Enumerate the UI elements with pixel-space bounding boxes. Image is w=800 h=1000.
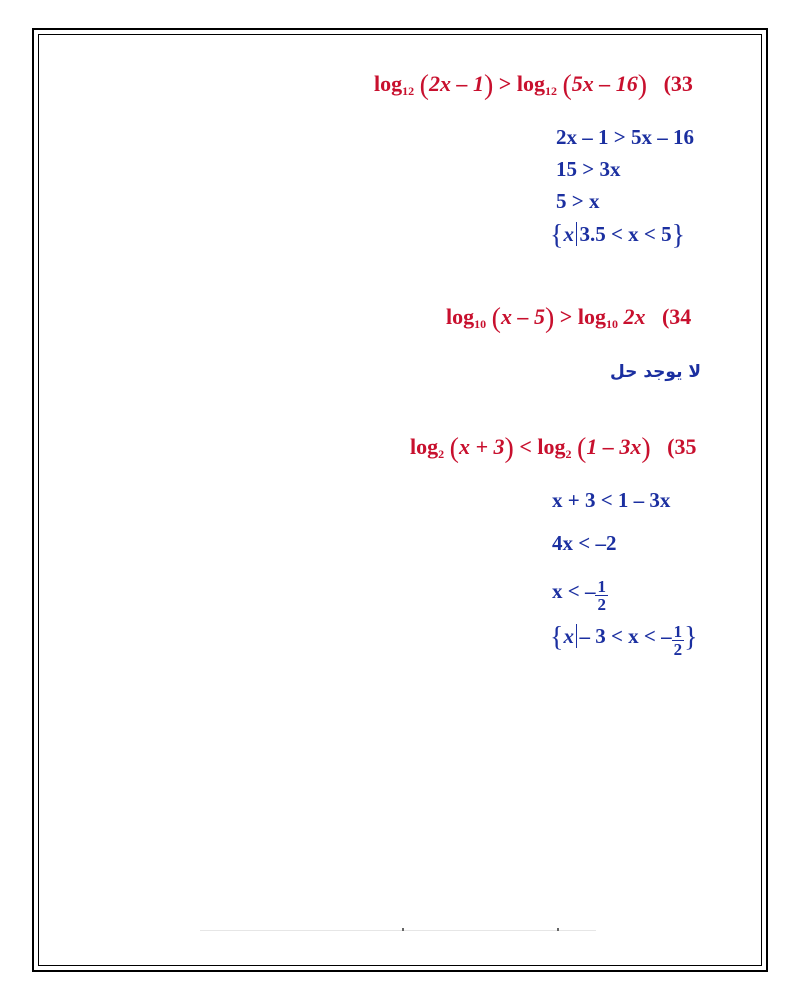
problem-number: (34 — [661, 304, 692, 329]
problem-33-equation: $\log_{12} (2x - 1) > \log_{12} (5x - 16)$ (33 — [374, 70, 693, 101]
problem-number: (35 — [667, 434, 697, 459]
footer-strip — [200, 930, 596, 959]
solution-set: {x 3.5 < x < 5} — [550, 220, 686, 251]
step-line: 2x – 1 > 5x – 16 — [556, 125, 694, 149]
solution-set: {x – 3 < x < – $\frac{1}{2}$ } — [550, 622, 698, 659]
problem-34-equation: $\log_{10} (x - 5) > \log_{10} 2x$ (34 — [446, 303, 692, 334]
step-line-fraction: x < – $\frac{1}{2}$ — [552, 577, 606, 614]
step-line: 15 > 3x — [556, 157, 621, 181]
step-line: x + 3 < 1 – 3x — [552, 488, 671, 512]
footer-tick — [557, 928, 559, 931]
footer-tick — [402, 928, 404, 931]
problem-number: (33 — [663, 71, 693, 96]
problem-35-equation: $\log_2 (x + 3) < \log_2 (1 - 3x)$ (35 — [410, 433, 697, 464]
step-line: 5 > x — [556, 189, 600, 213]
step-line: 4x < –2 — [552, 531, 617, 555]
no-solution-text: لا يوجد حل — [610, 362, 702, 382]
